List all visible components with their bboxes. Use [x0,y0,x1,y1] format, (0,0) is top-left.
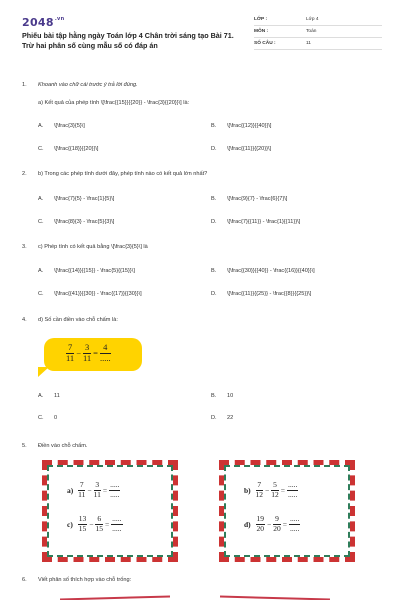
question-text: b) Trong các phép tính dưới đây, phép tính nào có kết quả lớn nhất? [38,171,208,177]
denominator: 11 [82,352,92,363]
fraction [78,515,88,533]
option-a[interactable] [38,393,60,399]
denominator-blank[interactable]: ..... [288,489,298,499]
meta-row-class [254,14,382,26]
numerator-blank[interactable]: ..... [290,514,300,523]
option-text: 22 [227,415,234,421]
numerator: 4 [100,343,111,354]
answer-fraction[interactable] [289,515,300,533]
numerator-blank[interactable]: ..... [112,514,122,523]
fraction [78,481,85,499]
exercise-row-a [67,481,120,499]
denominator-blank[interactable]: ..... [110,489,120,499]
option-label: C. [38,146,44,152]
row-label: b) [244,485,251,495]
row-label: c) [67,519,73,529]
option-label: D. [211,219,217,225]
option-d[interactable] [211,146,271,152]
option-c[interactable] [38,291,142,297]
option-text: 11 [54,393,60,399]
exercise-row-c [67,515,123,533]
fraction [271,481,279,499]
denominator: 11 [66,352,75,363]
denominator: 20 [256,523,265,533]
fraction [256,515,266,533]
option-b[interactable] [211,393,233,399]
equals-sign: = [102,485,108,495]
logo-suffix: .vn [54,16,65,22]
fraction [83,343,91,364]
meta-value: Lớp 4 [306,17,319,22]
page-header [22,14,382,56]
option-label: A. [38,196,44,202]
option-text: \[\frac{{11}}{{20}}\] [227,146,272,152]
option-d[interactable] [211,291,311,297]
option-text: \[\frac{{11}}{{25}} - \frac{{8}}{{25}}\] [227,291,312,297]
bubble-expression [66,343,111,364]
denominator: 15 [95,523,103,533]
question-text: c) Phép tính có kết quả bằng \[\frac{3}{5}\] là [38,244,148,250]
numerator: 9 [275,514,279,523]
question-text: d) Số cần điền vào chỗ chấm là: [38,317,118,323]
question-number: 6. [22,577,27,583]
option-b[interactable] [211,268,315,274]
option-a[interactable] [38,196,114,202]
numerator: 7 [67,342,73,352]
option-c[interactable] [38,146,99,152]
question-text: Viết phân số thích hợp vào chỗ trống: [38,577,132,583]
minus-sign: − [89,519,94,529]
minus-sign: − [267,519,272,529]
number-line-left [60,596,170,600]
fraction [66,343,74,364]
option-label: A. [38,393,44,399]
option-label: B. [211,196,217,202]
meta-key: LỚP : [254,17,268,22]
question-number: 3. [22,244,27,250]
numerator-blank[interactable]: ..... [110,480,120,489]
option-d[interactable] [211,219,300,225]
numerator: 3 [84,342,90,352]
row-label: d) [244,519,251,529]
equals-sign: = [280,485,286,495]
option-label: B. [211,123,217,129]
question-number: 4. [22,317,27,323]
denominator-blank[interactable]: ..... [99,352,111,363]
numerator-blank[interactable]: ..... [288,480,298,489]
question-text: Điền vào chỗ chấm. [38,443,88,449]
denominator: 12 [255,489,264,499]
option-label: A. [38,268,44,274]
logo-text: 2048 [22,16,54,29]
exercise-card-left [42,460,178,562]
option-label: D. [211,291,217,297]
numerator: 7 [257,480,262,489]
question-instruction: Khoanh vào chữ cái trước ý trả lời đúng. [38,82,138,88]
option-b[interactable] [211,123,272,129]
answer-fraction[interactable] [287,481,298,499]
option-a[interactable] [38,268,135,274]
bubble-tail [38,367,49,377]
numerator: 5 [273,480,277,489]
answer-fraction[interactable] [109,481,120,499]
option-label: B. [211,393,217,399]
option-label: D. [211,146,217,152]
page-title: Phiếu bài tập hằng ngày Toán lớp 4 Chân trời sáng tạo Bài 71. Trừ hai phân số cùng mẫu số có đáp án [22,31,234,51]
option-label: C. [38,291,44,297]
option-c[interactable] [38,415,57,421]
option-text: \[\frac{7}{{11}} - \frac{1}{{11}}\] [227,219,301,225]
option-text: \[\frac{9}{7} - \frac{6}{7}\] [227,196,288,202]
question-text: a) Kết quả của phép tính \[\frac{{15}}{{20}} - \frac{3}{{20}}\] là: [38,100,190,106]
minus-sign: − [265,485,270,495]
option-label: A. [38,123,44,129]
option-text: \[\frac{{18}}{{20}}\] [54,146,99,152]
numerator: 3 [95,480,100,489]
meta-value: Toán [306,29,317,34]
site-logo[interactable] [22,16,64,29]
meta-table [254,14,382,50]
numerator: 7 [79,480,84,489]
equals-sign: = [93,348,98,359]
equals-sign: = [282,519,288,529]
numerator: 19 [256,514,265,523]
denominator: 15 [78,523,87,533]
question-number: 5. [22,443,27,449]
denominator-blank[interactable]: ..... [112,523,122,533]
row-label: a) [67,485,74,495]
speech-bubble [44,338,142,371]
fraction [94,481,101,499]
option-d[interactable] [211,415,233,421]
fraction [256,481,264,499]
fraction [100,343,111,364]
numerator: 6 [97,514,102,523]
exercise-card-right [219,460,355,562]
option-text: \[\frac{3}{5}\] [54,123,85,129]
option-text: \[\frac{7}{5} - \frac{1}{5}\] [54,196,115,202]
option-text: \[\frac{{14}}{{15}} - \frac{5}{{15}}\] [54,268,135,274]
meta-row-subject [254,26,382,38]
exercise-row-b [244,481,298,499]
meta-value: 11 [306,41,311,46]
denominator: 12 [271,489,279,499]
option-label: B. [211,268,217,274]
option-label: C. [38,415,44,421]
option-text: 10 [227,393,234,399]
option-text: \[\frac{{30}}{{40}} - \frac{{16}}{{40}}\] [227,268,315,274]
denominator: 20 [273,523,281,533]
denominator: 11 [93,489,101,499]
fraction [273,515,281,533]
meta-key: SỐ CÂU : [254,41,276,46]
equals-sign: = [104,519,110,529]
exercise-row-d [244,515,300,533]
option-label: D. [211,415,217,421]
option-text: 0 [54,415,58,421]
option-text: \[\frac{{12}}{{40}}\] [227,123,272,129]
option-b[interactable] [211,196,287,202]
option-label: C. [38,219,44,225]
fraction [95,515,103,533]
number-line-right [220,596,330,600]
question-number: 2. [22,171,27,177]
denominator: 11 [78,489,86,499]
question-number: 1. [22,82,27,88]
numerator: 13 [78,514,87,523]
option-text: \[\frac{8}{3} - \frac{5}{3}\] [54,219,115,225]
minus-sign: − [87,485,92,495]
option-c[interactable] [38,219,114,225]
option-text: \[\frac{{41}}{{30}} - \frac{{17}}{{30}}\] [54,291,142,297]
denominator-blank[interactable]: ..... [290,523,300,533]
answer-fraction[interactable] [111,515,122,533]
meta-key: MÔN : [254,29,269,34]
minus-sign: − [76,348,81,359]
meta-row-count [254,38,382,50]
option-a[interactable] [38,123,85,129]
